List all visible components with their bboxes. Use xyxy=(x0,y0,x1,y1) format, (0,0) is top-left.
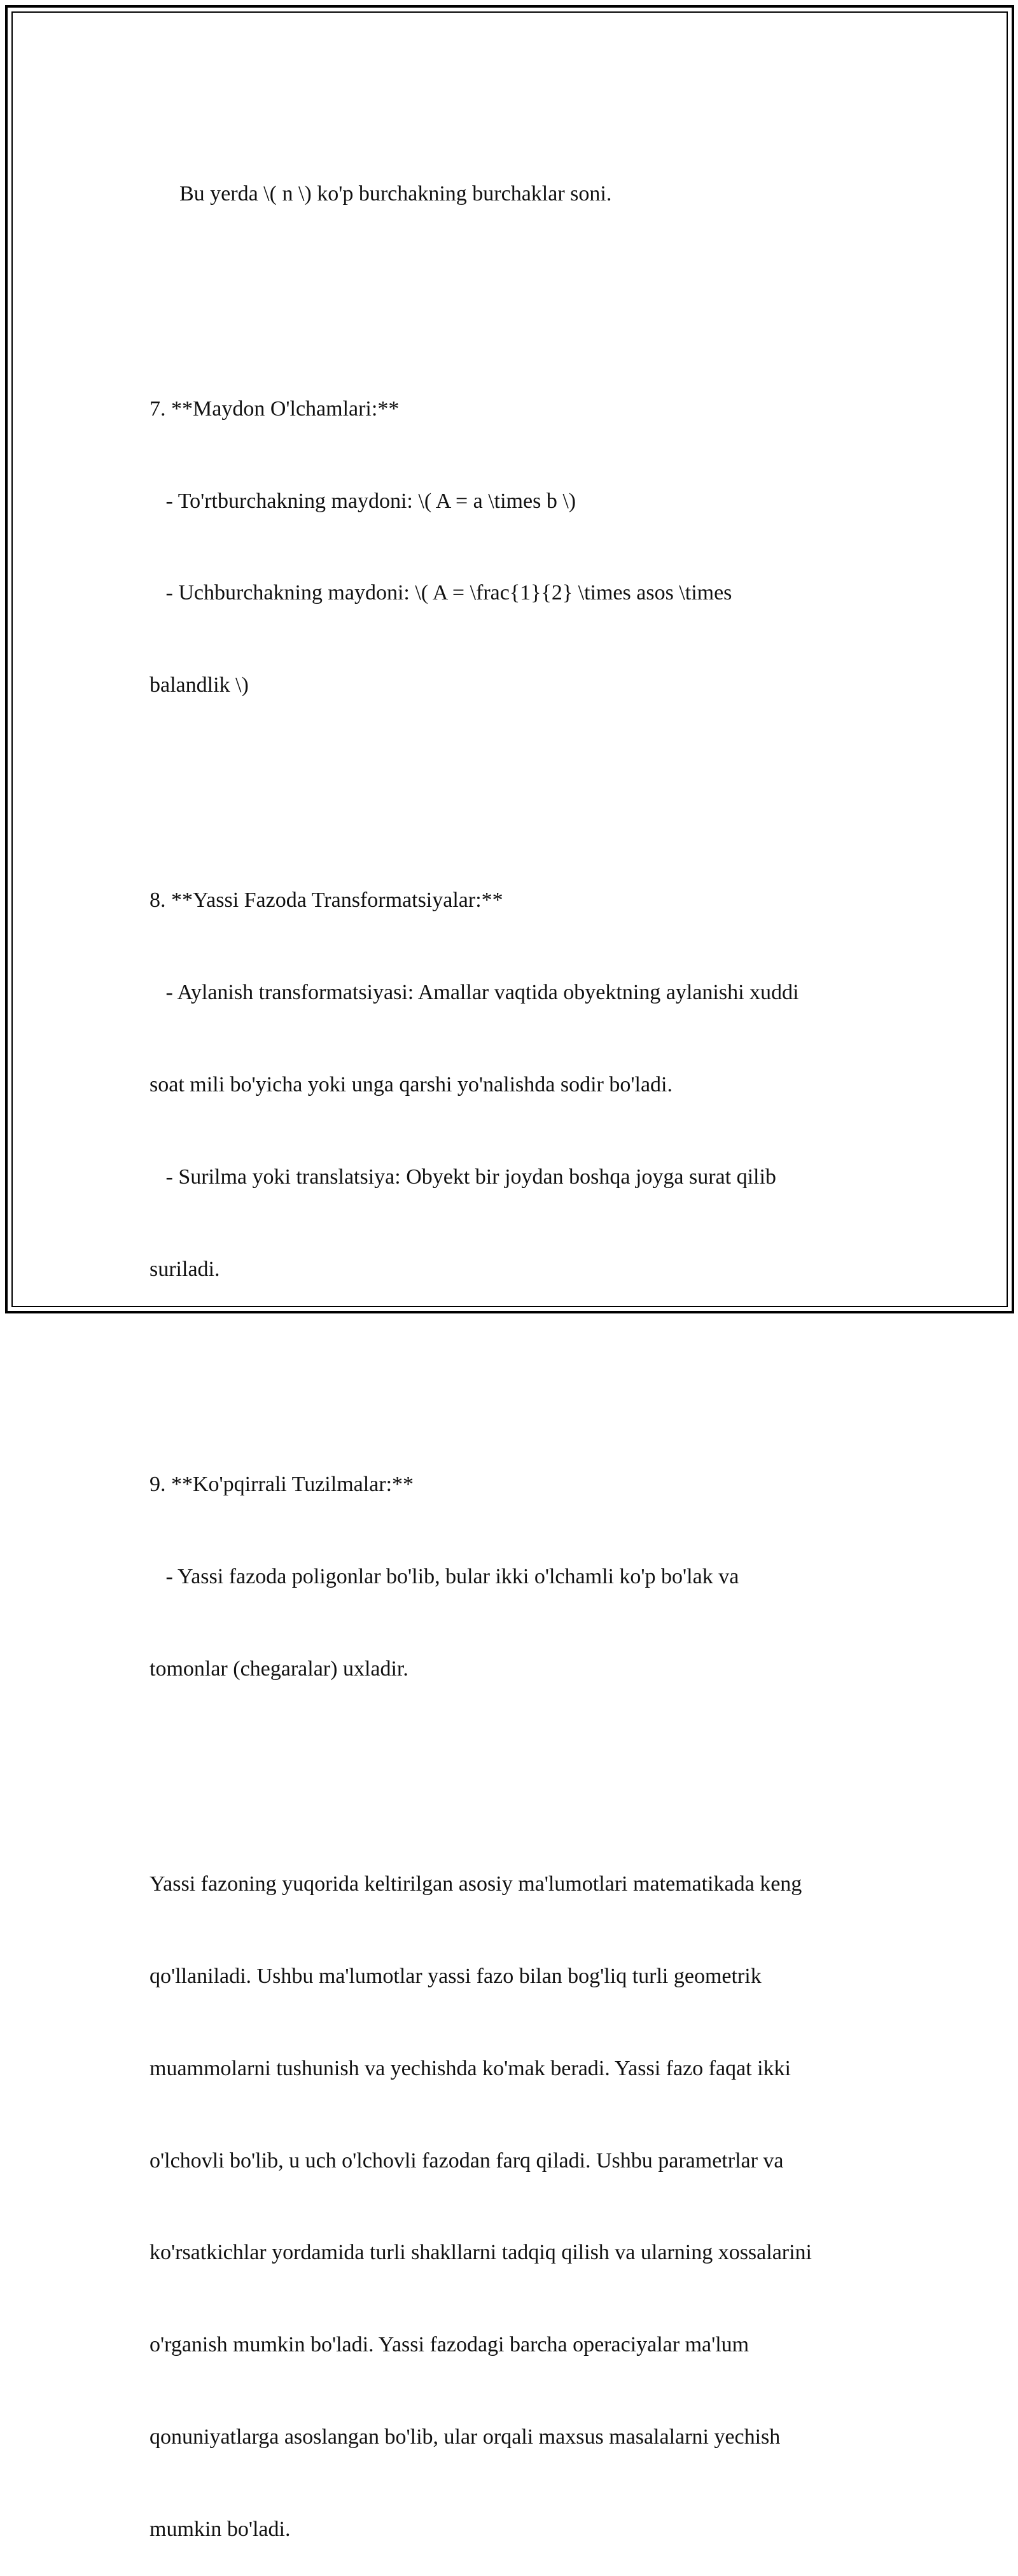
intro-line: Bu yerda \( n \) ko'p burchakning burchaklar soni. xyxy=(179,181,612,206)
section8-heading: 8. **Yassi Fazoda Transformatsiyalar:** xyxy=(150,888,503,913)
section7-item2-line2: balandlik \) xyxy=(150,673,249,697)
conclusion-line: qo'llaniladi. Ushbu ma'lumotlar yassi fazo bilan bog'liq turli geometrik xyxy=(150,1964,762,1988)
section8-item1-line1: - Aylanish transformatsiyasi: Amallar vaqtida obyektning aylanishi xuddi xyxy=(150,981,799,1005)
conclusion-line: ko'rsatkichlar yordamida turli shakllarni tadqiq qilish va ularning xossalarini xyxy=(150,2241,812,2265)
conclusion-line: o'lchovli bo'lib, u uch o'lchovli fazodan farq qiladi. Ushbu parametrlar va xyxy=(150,2148,784,2173)
section8-item1-line2: soat mili bo'yicha yoki unga qarshi yo'nalishda sodir bo'ladi. xyxy=(150,1073,673,1097)
section9-heading: 9. **Ko'pqirrali Tuzilmalar:** xyxy=(150,1473,414,1497)
blank-line xyxy=(150,1746,872,1777)
section7-heading: 7. **Maydon O'lchamlari:** xyxy=(150,396,400,421)
section9-item1-line1: - Yassi fazoda poligonlar bo'lib, bular ikki o'lchamli ko'p bo'lak va xyxy=(150,1564,739,1588)
conclusion-line: mumkin bo'ladi. xyxy=(150,2517,291,2542)
conclusion-line: qonuniyatlarga asoslangan bo'lib, ular orqali maxsus masalalarni yechish xyxy=(150,2425,781,2449)
blank-line xyxy=(150,270,872,301)
section8-item2-line2: suriladi. xyxy=(150,1257,220,1281)
conclusion-line: Yassi fazoning yuqorida keltirilgan asosiy ma'lumotlari matematikada keng xyxy=(150,1872,802,1896)
conclusion-line: o'rganish mumkin bo'ladi. Yassi fazodagi barcha operaciyalar ma'lum xyxy=(150,2333,750,2357)
section7-item1: - To'rtburchakning maydoni: \( A = a \times b \) xyxy=(150,489,576,513)
conclusion-line: muammolarni tushunish va yechishda ko'mak beradi. Yassi fazo faqat ikki xyxy=(150,2056,791,2080)
document-body xyxy=(150,117,872,2576)
section9-item1-line2: tomonlar (chegaralar) uxladir. xyxy=(150,1656,408,1681)
blank-line xyxy=(150,1347,872,1377)
blank-line xyxy=(150,762,872,793)
section8-item2-line1: - Surilma yoki translatsiya: Obyekt bir joydan boshqa joyga surat qilib xyxy=(150,1165,776,1189)
section7-item2-line1: - Uchburchakning maydoni: \( A = \frac{1}{2} \times asos \times xyxy=(150,581,732,605)
